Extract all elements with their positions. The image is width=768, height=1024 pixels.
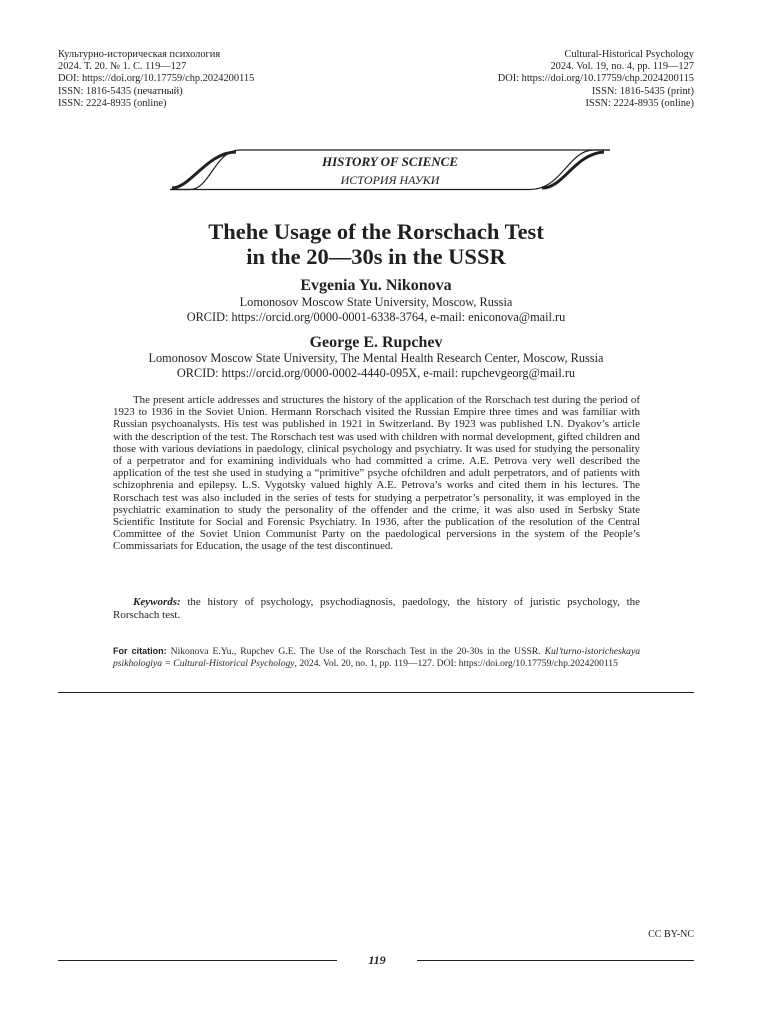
abstract: The present article addresses and structures the history of the application of the Rorschach test during the period of 1923 to 1936 in the Soviet Union. Hermann Rorschach visited the Russian Empire three times and was familiar with Russian psychoanalysts. His test was published in 1921 in Switzerland. By 1923 was published I.N. Dyakov’s article with the description of the test. The Rorschach test was used with children with normal development, gifted children and those with various deviations in paedology, clinical psychology and psychiatry. It was used for studying the personality of a perpetrator and for examining individuals who had committed a crime. A.E. Petrova very well described the application of the test she used in studying a “primitive” psyche ofchildren and adult perpetrators, and of patients with schizophrenia and epilepsy. L.S. Vygotsky valued highly A.E. Petrova’s works and cited them in his lectures. The Rorschach test was also included in the series of tests for studying a perpetrator’s personality, it was employed in the psychiatric examination to study the personality of the offender and the crime, it was also used in Serbsky State Scientific Institute for Social and Forensic Psychiatry. In 1936, after the publication of the resolution of the Central Committee of the Soviet Union Communist Party on the paedological perversions in the system of the People’s Commissariats for Education, the usage of the test discontinued. [113, 394, 640, 553]
journal-header-russian [58, 49, 254, 110]
section-title-russian: ИСТОРИЯ НАУКИ [340, 173, 440, 187]
header-line: 2024. Т. 20. № 1. С. 119—127 [58, 61, 187, 73]
footer-rule-right [417, 960, 694, 961]
header-line: ISSN: 2224-8935 (online) [58, 97, 167, 109]
citation-tail[interactable]: , 2024. Vol. 20, no. 1, pp. 119—127. DOI: https://doi.org/10.17759/chp.2024200115 [294, 658, 618, 669]
section-banner [170, 146, 610, 194]
section-title-english: HISTORY OF SCIENCE [321, 154, 459, 169]
keywords-label: Keywords: [133, 596, 181, 608]
citation-journal: Kul’turno-istoricheskaya psikhologiya = Cultural-Historical Psychology [113, 646, 641, 669]
header-line[interactable]: DOI: https://doi.org/10.17759/chp.2024200115 [58, 73, 255, 85]
header-line: ISSN: 1816-5435 (печатный) [58, 85, 183, 97]
article-title [58, 219, 694, 269]
header-line: ISSN: 1816-5435 (print) [591, 85, 694, 97]
citation-label: For citation: [113, 646, 167, 656]
author-name: George E. Rupchev [309, 334, 443, 351]
header-line: ISSN: 2224-8935 (online) [585, 97, 694, 109]
author-affiliation: Lomonosov Moscow State University, The Mental Health Research Center, Moscow, Russia [148, 351, 604, 365]
keywords [113, 596, 640, 622]
citation [113, 645, 640, 670]
keywords-text: the history of psychology, psychodiagnosis, paedology, the history of juristic psychology, the Rorschach test. [113, 596, 641, 621]
journal-header-english [498, 49, 694, 110]
header-line[interactable]: DOI: https://doi.org/10.17759/chp.2024200115 [497, 73, 694, 85]
page-number: 119 [368, 953, 386, 967]
title-line: in the 20—30s in the USSR [246, 244, 506, 269]
author-orcid[interactable]: ORCID: https://orcid.org/0000-0001-6338-3764, e-mail: eniconova@mail.ru [186, 310, 566, 324]
footer-rule-left [58, 960, 337, 961]
author-affiliation: Lomonosov Moscow State University, Moscow, Russia [239, 295, 513, 309]
header-line: 2024. Vol. 19, no. 4, pp. 119—127 [550, 61, 694, 73]
header-line: Cultural-Historical Psychology [564, 49, 694, 60]
title-line: Thehe Usage of the Rorschach Test [208, 219, 544, 244]
license-label: CC BY-NC [648, 929, 694, 940]
separator-line [58, 692, 694, 693]
author-name: Evgenia Yu. Nikonova [300, 277, 452, 294]
header-line: Культурно-историческая психология [58, 49, 221, 60]
author-orcid[interactable]: ORCID: https://orcid.org/0000-0002-4440-095X, e-mail: rupchevgeorg@mail.ru [176, 366, 576, 380]
citation-text: Nikonova E.Yu., Rupchev G.E. The Use of the Rorschach Test in the 20-30s in the USSR. [170, 646, 541, 657]
